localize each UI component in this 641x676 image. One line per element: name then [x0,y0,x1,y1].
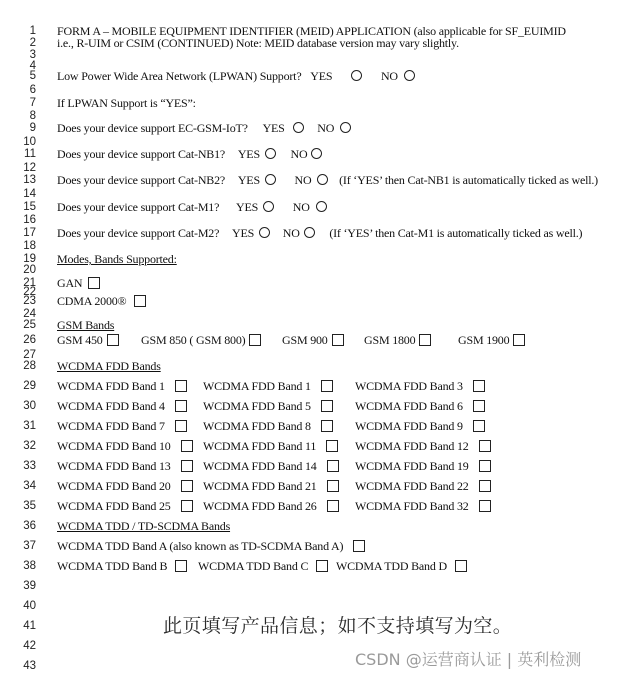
line-number: 15 [23,201,36,213]
gsm-band-item [282,334,344,347]
wcdma-band-item [355,420,485,433]
gsm-band-label: GSM 900 [282,333,328,347]
m1-no-radio[interactable] [316,201,327,212]
gsm-band-item [141,334,261,347]
form-title-line2: i.e., R-UIM or CSIM (CONTINUED) Note: MEID database version may vary slightly. [57,36,459,50]
wcdma-band-item [203,400,333,413]
line-number: 20 [23,264,36,276]
wcdma-band-item [355,480,491,493]
m2-note: (If ‘YES’ then Cat-M1 is automatically ticked as well.) [329,226,583,240]
m1-yes-radio[interactable] [263,201,274,212]
line-number: 11 [24,148,36,160]
wcdma-band-checkbox[interactable] [181,480,193,492]
tdd-band-label: WCDMA TDD Band C [198,559,309,573]
wcdma-band-label: WCDMA FDD Band 10 [57,439,171,453]
wcdma-band-checkbox[interactable] [479,480,491,492]
line-number: 1 [29,25,36,37]
wcdma-band-label: WCDMA FDD Band 22 [355,479,469,493]
wcdma-band-label: WCDMA FDD Band 20 [57,479,171,493]
wcdma-band-label: WCDMA FDD Band 32 [355,499,469,513]
tdd-band-a-row [57,540,365,553]
cdma-label: CDMA 2000® [57,294,127,308]
line-number: 6 [29,84,36,96]
line-number: 38 [23,560,36,572]
tdd-band-a-checkbox[interactable] [353,540,365,552]
modes-heading: Modes, Bands Supported: [57,252,177,266]
gsm-band-item [458,334,525,347]
gsm-band-checkbox[interactable] [513,334,525,346]
wcdma-band-item [355,460,491,473]
gsm-band-checkbox[interactable] [107,334,119,346]
m2-yes-radio[interactable] [259,227,270,238]
lpwan-yes-label: YES [310,69,333,83]
line-number: 3 [29,49,36,61]
tdd-band-item [57,560,187,573]
gsm-band-item [364,334,431,347]
wcdma-band-label: WCDMA FDD Band 11 [203,439,317,453]
line-number: 43 [23,660,36,672]
gan-checkbox[interactable] [88,277,100,289]
line-number: 16 [23,214,36,226]
tdd-heading: WCDMA TDD / TD-SCDMA Bands [57,519,231,533]
ec-gsm-yes-label: YES [262,121,285,135]
wcdma-band-item [203,380,333,393]
wcdma-band-label: WCDMA FDD Band 1 [57,379,165,393]
gsm-band-label: GSM 1900 [458,333,510,347]
ec-gsm-no-radio[interactable] [340,122,351,133]
cdma-row [57,295,146,308]
wcdma-band-checkbox[interactable] [473,400,485,412]
line-number: 25 [23,319,36,331]
gsm-heading: GSM Bands [57,318,115,332]
wcdma-band-label: WCDMA FDD Band 5 [203,399,311,413]
line-number: 30 [23,400,36,412]
line-number: 8 [29,110,36,122]
wcdma-band-label: WCDMA FDD Band 6 [355,399,463,413]
line-number: 24 [23,308,36,320]
m1-row [57,201,329,214]
nb1-no-radio[interactable] [311,148,322,159]
m2-row [57,227,582,240]
lpwan-no-label: NO [380,69,398,83]
line-number: 42 [23,640,36,652]
line-number: 27 [23,349,36,361]
tdd-band-a-label: WCDMA TDD Band A (also known as TD-SCDMA Band A) [57,539,344,553]
wcdma-band-item [203,460,339,473]
line-number: 13 [23,174,36,186]
line-number: 21 [23,277,36,289]
wcdma-band-label: WCDMA FDD Band 9 [355,419,463,433]
gan-label: GAN [57,276,83,290]
line-number: 19 [23,253,36,265]
wcdma-band-checkbox[interactable] [479,500,491,512]
wcdma-band-label: WCDMA FDD Band 3 [355,379,463,393]
line-number: 40 [23,600,36,612]
wcdma-band-label: WCDMA FDD Band 1 [203,379,311,393]
wcdma-band-item [203,480,339,493]
line-number: 29 [23,380,36,392]
line-number: 23 [23,295,36,307]
wcdma-band-checkbox[interactable] [473,380,485,392]
m1-yes-label: YES [236,200,259,214]
line-number: 14 [23,188,36,200]
wcdma-band-label: WCDMA FDD Band 13 [57,459,171,473]
m2-no-label: NO [282,226,300,240]
line-number: 17 [23,227,36,239]
wcdma-band-item [355,380,485,393]
wcdma-band-item [355,500,491,513]
line-number: 9 [29,122,36,134]
m2-no-radio[interactable] [304,227,315,238]
wcdma-band-item [57,380,187,393]
line-number: 36 [23,520,36,532]
wcdma-band-item [57,480,193,493]
nb2-no-label: NO [294,173,312,187]
tdd-band-label: WCDMA TDD Band B [57,559,168,573]
wcdma-band-item [57,500,193,513]
gsm-band-label: GSM 450 [57,333,103,347]
wcdma-band-checkbox[interactable] [175,380,187,392]
nb2-yes-radio[interactable] [265,174,276,185]
m2-yes-label: YES [232,226,255,240]
tdd-band-item [198,560,328,573]
line-number: 26 [23,334,36,346]
gsm-band-checkbox[interactable] [332,334,344,346]
wcdma-band-label: WCDMA FDD Band 25 [57,499,171,513]
tdd-band-item [336,560,467,573]
wcdma-band-label: WCDMA FDD Band 4 [57,399,165,413]
lpwan-yes-radio[interactable] [351,70,362,81]
wcdma-band-item [203,500,339,513]
line-number: 28 [23,360,36,372]
tdd-band-label: WCDMA TDD Band D [336,559,447,573]
wcdma-band-checkbox[interactable] [321,400,333,412]
line-number: 31 [23,420,36,432]
line-number: 18 [23,240,36,252]
line-number: 34 [23,480,36,492]
wcdma-band-checkbox[interactable] [479,440,491,452]
form-title-line1: FORM A – MOBILE EQUIPMENT IDENTIFIER (MEID) APPLICATION (also applicable for SF_EUIMID [57,24,566,38]
nb1-yes-radio[interactable] [265,148,276,159]
m2-question: Does your device support Cat-M2? [57,226,220,240]
ec-gsm-row [57,122,353,135]
nb2-note: (If ‘YES’ then Cat-NB1 is automatically ticked as well.) [339,173,598,187]
tdd-band-checkbox[interactable] [316,560,328,572]
gsm-band-checkbox[interactable] [419,334,431,346]
ec-gsm-no-label: NO [317,121,335,135]
lpwan-no-radio[interactable] [404,70,415,81]
wcdma-band-checkbox[interactable] [479,460,491,472]
wcdma-band-checkbox[interactable] [181,440,193,452]
wcdma-band-checkbox[interactable] [321,420,333,432]
nb2-no-radio[interactable] [317,174,328,185]
wcdma-band-item [57,420,187,433]
wcdma-band-checkbox[interactable] [326,440,338,452]
ec-gsm-yes-radio[interactable] [293,122,304,133]
gsm-band-label: GSM 850 ( GSM 800) [141,333,246,347]
gsm-band-checkbox[interactable] [249,334,261,346]
wcdma-band-item [203,440,338,453]
wcdma-band-item [57,400,187,413]
line-number: 39 [23,580,36,592]
wcdma-band-checkbox[interactable] [327,500,339,512]
wcdma-band-item [203,420,333,433]
line-number: 4 [29,60,36,72]
wcdma-band-checkbox[interactable] [175,420,187,432]
line-number: 32 [23,440,36,452]
wcdma-band-label: WCDMA FDD Band 8 [203,419,311,433]
wcdma-band-label: WCDMA FDD Band 19 [355,459,469,473]
lpwan-question-label: Low Power Wide Area Network (LPWAN) Support? [57,69,302,83]
line-number: 35 [23,500,36,512]
wcdma-band-checkbox[interactable] [181,460,193,472]
cdma-checkbox[interactable] [134,295,146,307]
line-number: 7 [29,97,36,109]
wcdma-band-checkbox[interactable] [181,500,193,512]
nb1-row [57,148,324,161]
tdd-band-checkbox[interactable] [175,560,187,572]
lpwan-question [57,70,417,83]
line-number: 37 [23,540,36,552]
wcdma-band-item [57,440,193,453]
lpwan-if-yes: If LPWAN Support is “YES”: [57,96,196,110]
wcdma-band-checkbox[interactable] [321,380,333,392]
nb1-yes-label: YES [237,147,260,161]
wcdma-band-label: WCDMA FDD Band 21 [203,479,317,493]
tdd-band-checkbox[interactable] [455,560,467,572]
line-number: 41 [23,620,36,632]
gsm-band-label: GSM 1800 [364,333,416,347]
line-number: 10 [23,136,36,148]
line-number: 5 [29,70,36,82]
wcdma-band-item [355,400,485,413]
wcdma-heading: WCDMA FDD Bands [57,359,161,373]
gsm-band-item [57,334,119,347]
nb1-question: Does your device support Cat-NB1? [57,147,226,161]
wcdma-band-checkbox[interactable] [327,460,339,472]
wcdma-band-label: WCDMA FDD Band 12 [355,439,469,453]
wcdma-band-checkbox[interactable] [175,400,187,412]
nb2-yes-label: YES [237,173,260,187]
wcdma-band-label: WCDMA FDD Band 14 [203,459,317,473]
wcdma-band-item [57,460,193,473]
gan-row [57,277,100,290]
nb2-row [57,174,598,187]
ec-gsm-question: Does your device support EC-GSM-IoT? [57,121,248,135]
nb2-question: Does your device support Cat-NB2? [57,173,226,187]
m1-no-label: NO [292,200,310,214]
wcdma-band-label: WCDMA FDD Band 26 [203,499,317,513]
line-number: 12 [23,162,36,174]
wcdma-band-item [355,440,491,453]
wcdma-band-checkbox[interactable] [473,420,485,432]
nb1-no-label: NO [290,147,308,161]
wcdma-band-label: WCDMA FDD Band 7 [57,419,165,433]
wcdma-band-checkbox[interactable] [327,480,339,492]
m1-question: Does your device support Cat-M1? [57,200,220,214]
line-number: 2 [29,37,36,49]
line-number: 22 [23,286,36,298]
chinese-instruction-note: 此页填写产品信息；如不支持填写为空。 [163,615,513,637]
csdn-watermark: CSDN @运营商认证 | 英利检测 [355,650,582,669]
line-number: 33 [23,460,36,472]
